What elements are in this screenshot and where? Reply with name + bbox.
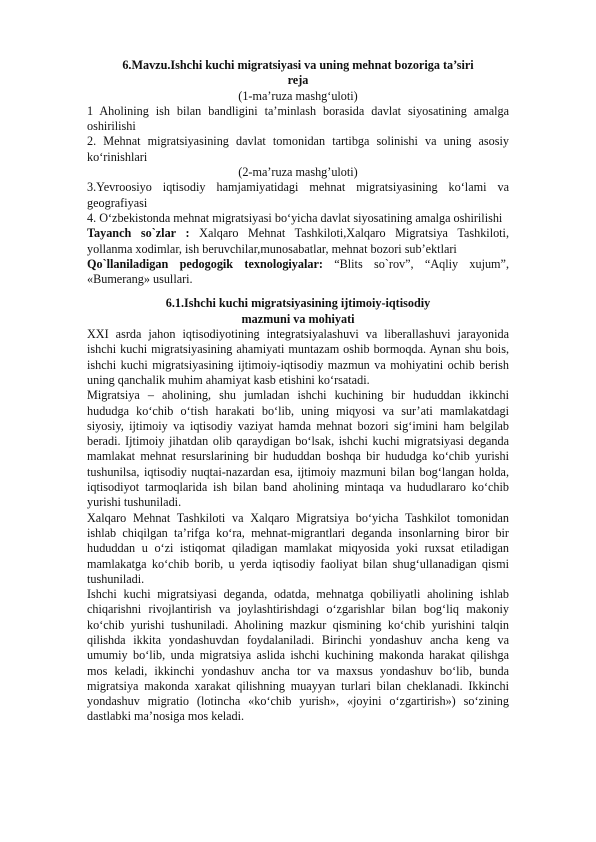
section-title-line-1: 6.1.Ishchi kuchi migratsiyasining ijtimoiy-iqtisodiy: [165, 296, 431, 311]
paragraph-1: XXI asrda jahon iqtisodiyotining integratsiyalashuvi va liberallashuvi jarayonida ishchi kuchi migratsiyasining ahamiyati muntazam oshib bormoqda. Aynan shu bois, ishchi kuchi migratsiyasining ijtimoiy-iqtisodiy mazmun va mohiyatini ochib berish uning qanchalik muhim ahamiyat kasb etishini ko‘rsatadi.: [87, 327, 509, 387]
keywords: [87, 226, 509, 257]
plan-item-3: 3.Yevroosiyo iqtisodiy hamjamiyatidagi mehnat migratsiyasining ko‘lami va geografiyasi: [87, 180, 509, 210]
plan-label: reja: [287, 73, 309, 88]
technologies: [87, 257, 509, 288]
plan-item-1: 1 Aholining ish bilan bandligini ta’minlash borasida davlat siyosatining amalga oshirilishi: [87, 103, 509, 134]
paragraph-4: Ishchi kuchi migratsiyasi deganda, odatda, mehnatga qobiliyatli aholining ishlab chiqarishni rivojlantirish va joylashtirishdagi o‘zgarishlar bilan bog‘liq makoniy ko‘chib yurishi tushuniladi. Aholining mazkur qismining ko‘chib yurishini talqin qilishda ikkita yondashuvdan foydalaniladi. Birinchi yondashuv ancha keng va umumiy bo‘lib, unda migratsiya aslida ishchi kuchining makonda harakat qilishga mos keladi, ikkinchi yondashuv ancha tor va maxsus yondashuv bo‘lib, bunda migratsiya makonda xarakat qilishning muayyan turlari bilan cheklanadi. Ikkinchi yondashuv migratio (lotincha «ko‘chib yurish», «joyini o‘zgartirish») so‘zining dastlabki ma’nosiga mos keladi.: [87, 587, 509, 724]
lecture-1-label: (1-ma’ruza mashg‘uloti): [238, 88, 358, 103]
keywords-text: Xalqaro Mehnat Tashkiloti,Xalqaro Migratsiya Tashkiloti, yollanma xodimlar, ish beruvchilar,munosabatlar, mehnat bozori sub’ektlari: [87, 226, 509, 256]
lecture-2-label: (2-ma’ruza mashg’uloti): [238, 165, 358, 180]
paragraph-3: Xalqaro Mehnat Tashkiloti va Xalqaro Migratsiya bo‘yicha Tashkilot tomonidan ishlab chiqilgan ta’rifga ko‘ra, mehnat-migrantlari deganda insonlarning biror bir hududdan u o‘zi istiqomat qiladigan mamlakat miqyosida yoki ruxsat etiladigan mamlakatga ko‘chib borib, u yerda iqtisodiy faoliyat bilan shug‘ullanadigan qismi tushuniladi.: [87, 510, 509, 586]
keywords-label: Tayanch so`zlar :: [87, 226, 190, 241]
section-title-line-2: mazmuni va mohiyati: [241, 311, 355, 326]
plan-item-4: 4. O‘zbekistonda mehnat migratsiyasi bo‘yicha davlat siyosatining amalga oshirilishi: [87, 210, 503, 225]
technologies-label: Qo`llaniladigan pedogogik texnologiyalar:: [87, 256, 323, 271]
paragraph-2: Migratsiya – aholining, shu jumladan ishchi kuchining bir hududdan ikkinchi hududga ko‘chib o‘tish harakati bo‘lib, uning miqyosi va sur’ati mamlakatdagi siyosiy, ijtimoiy va iqtisodiy vaziyat hamda mehnat bozori sig‘imini ham belgilab beradi. Ijtimoiy jihatdan olib qaraydigan bo‘lsak, ishchi kuchi migratsiyasi deganda mamlakat mehnat resurslarining bir hududdan boshqa bir hududga ko‘chib yurishi tushunilsa, iqtisodiy nuqtai-nazardan esa, ijtimoiy mazmuni bilan bog‘langan holda, iqtisodiyot tarmoqlarida ish bilan band aholining mintaqa va hududlararo ko‘chib yurishi tushuniladi.: [87, 388, 509, 510]
technologies-text: “Blits so`rov”, “Aqliy xujum”, «Bumerang» usullari.: [87, 256, 509, 287]
document-title: 6.Mavzu.Ishchi kuchi migratsiyasi va uning mehnat bozoriga ta’siri: [122, 58, 474, 72]
plan-item-2: 2. Mehnat migratsiyasining davlat tomonidan tartibga solinishi va uning asosiy ko‘rinishlari: [87, 134, 509, 164]
